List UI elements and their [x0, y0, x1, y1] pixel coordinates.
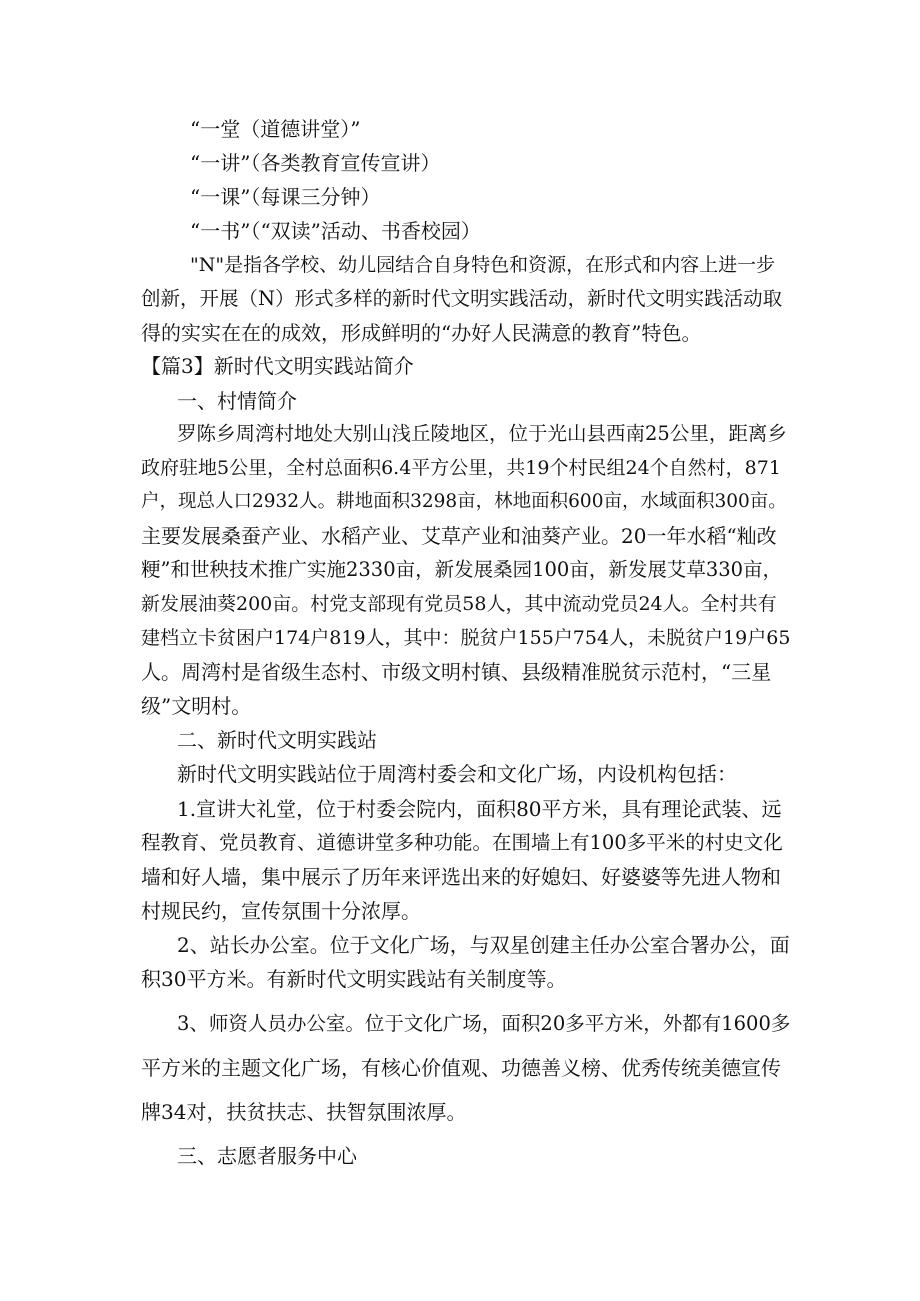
text-line-26: 积30平方米。有新时代文明实践站有关制度等。: [141, 967, 567, 991]
subheading-1: 一、村情简介: [177, 389, 297, 413]
subheading-2: 二、新时代文明实践站: [177, 728, 377, 752]
text-line-3: “一课”（每课三分钟）: [190, 185, 381, 209]
text-line-28: 平方米的主题文化广场，有核心价值观、功德善义榜、优秀传统美德宣传: [141, 1056, 781, 1080]
text-line-23: 墙和好人墙，集中展示了历年来评选出来的好媳妇、好婆婆等先进人物和: [141, 865, 781, 889]
text-line-24: 村规民约，宣传氛围十分浓厚。: [141, 899, 421, 923]
text-line-7: 得的实实在在的成效，形成鲜明的“办好人民满意的教育”特色。: [141, 321, 702, 345]
text-line-29: 牌34对，扶贫扶志、扶智氛围浓厚。: [141, 1100, 467, 1124]
text-line-18: 级”文明村。: [141, 694, 252, 718]
text-line-10: 罗陈乡周湾村地处大别山浅丘陵地区，位于光山县西南25公里，距离乡: [177, 422, 787, 445]
text-line-22: 程教育、党员教育、道德讲堂多种功能。在围墙上有100多平米的村史文化: [141, 831, 783, 854]
text-line-27: 3、师资人员办公室。位于文化广场，面积20多平方米，外都有1600多: [177, 1012, 791, 1035]
text-line-5: "N"是指各学校、幼儿园结合自身特色和资源，在形式和内容上进一步: [190, 254, 776, 276]
text-line-11: 政府驻地5公里，全村总面积6.4平方公里，共19个村民组24个自然村，871: [141, 457, 781, 479]
text-line-20: 新时代文明实践站位于周湾村委会和文化广场，内设机构包括：: [177, 762, 737, 786]
text-line-13: 主要发展桑蚕产业、水稻产业、艾草产业和油葵产业。20一年水稻“籼改: [141, 524, 777, 548]
text-line-14: 粳”和世秧技术推广实施2330亩，新发展桑园100亩，新发展艾草330亩，: [141, 558, 783, 581]
text-line-4: “一书”（“双读”活动、书香校园）: [190, 219, 481, 243]
text-line-1: “一堂（道德讲堂）”: [190, 117, 361, 141]
section-heading-3: 【篇3】新时代文明实践站简介: [141, 354, 414, 378]
text-line-17: 人。周湾村是省级生态村、市级文明村镇、县级精准脱贫示范村，“三星: [141, 660, 772, 684]
text-line-25: 2、站长办公室。位于文化广场，与双星创建主任办公室合署办公，面: [177, 933, 790, 957]
text-line-21: 1.宣讲大礼堂，位于村委会院内，面积80平方米，具有理论武装、远: [177, 797, 782, 821]
text-line-2: “一讲”（各类教育宣传宣讲）: [190, 151, 441, 175]
text-line-15: 新发展油葵200亩。村党支部现有党员58人，其中流动党员24人。全村共有: [141, 593, 777, 615]
text-line-16: 建档立卡贫困户174户819人，其中：脱贫户155户754人，未脱贫户19户65: [141, 627, 791, 649]
text-line-6: 创新，开展（N）形式多样的新时代文明实践活动，新时代文明实践活动取: [141, 287, 783, 310]
subheading-3: 三、志愿者服务中心: [177, 1144, 357, 1168]
text-line-12: 户，现总人口2932人。耕地面积3298亩，林地面积600亩，水域面积300亩。: [141, 491, 787, 512]
